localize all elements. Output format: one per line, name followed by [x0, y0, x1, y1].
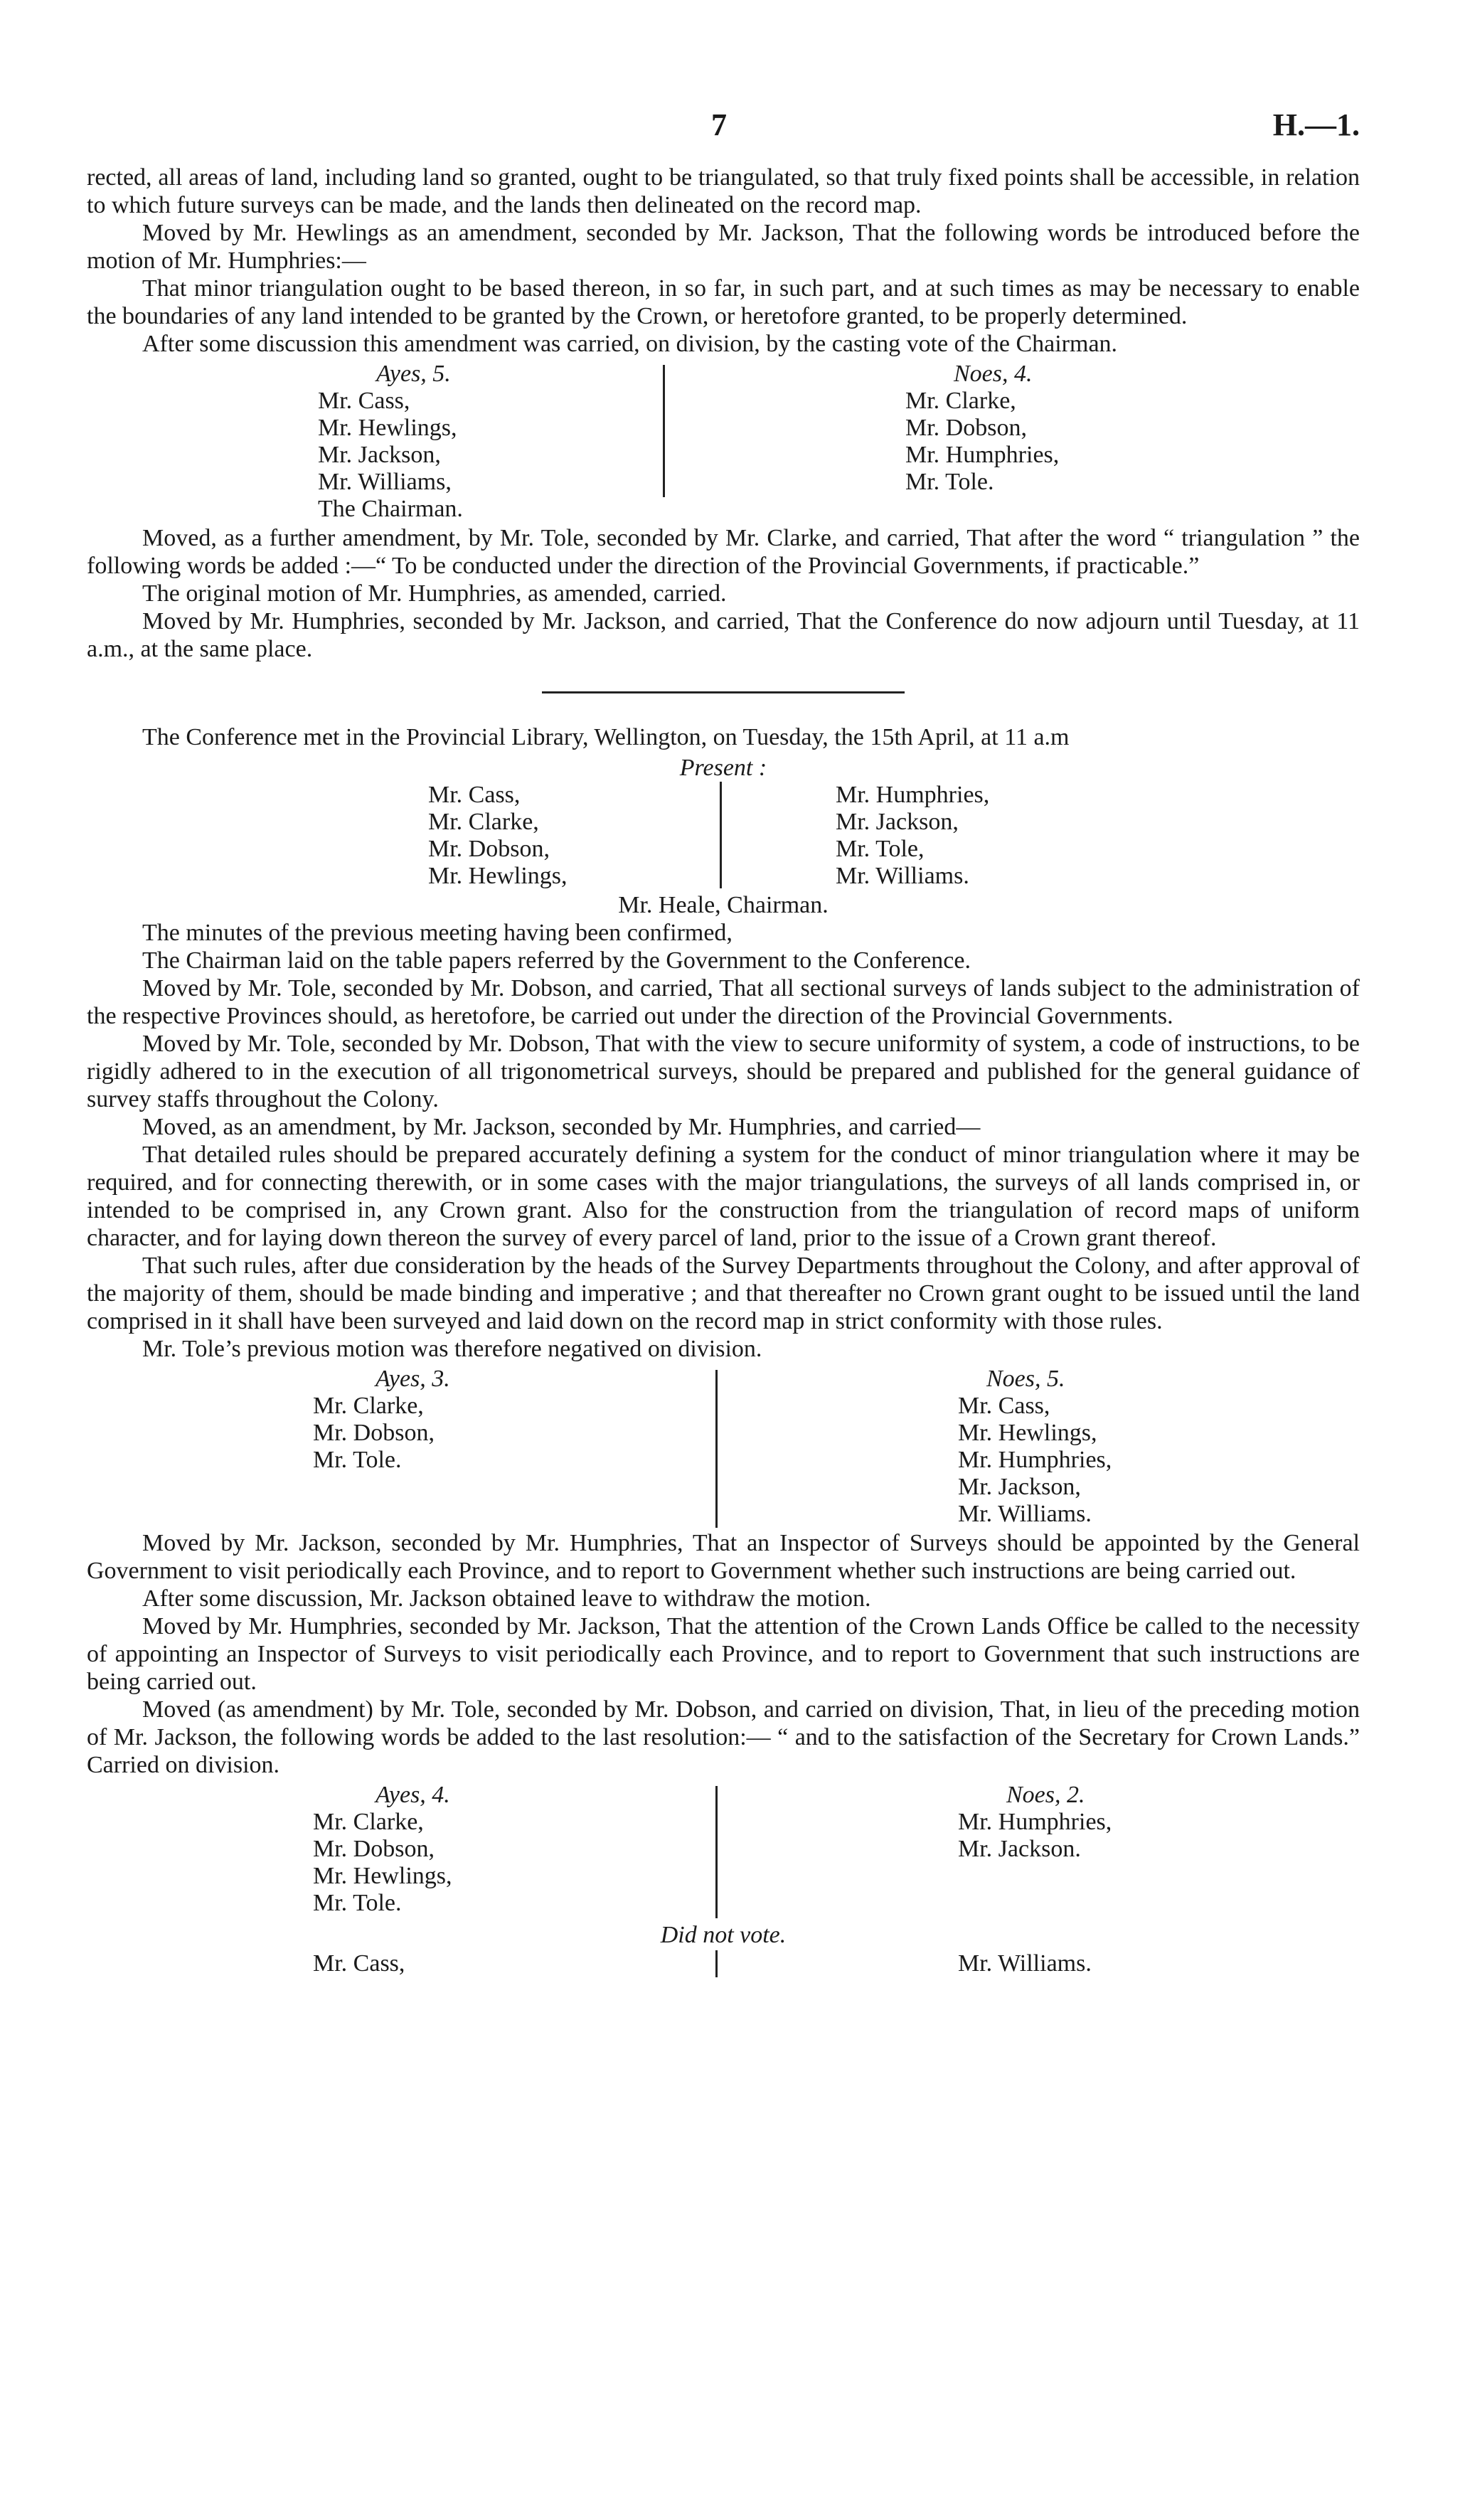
ayes-heading: Ayes, 4.: [376, 1782, 450, 1808]
paragraph: The Chairman laid on the table papers referred by the Government to the Conference.: [142, 947, 971, 974]
noes-heading: Noes, 2.: [1006, 1782, 1085, 1808]
paragraph: rected, all areas of land, including land so granted, ought to be triangulated, so that truly fixed points shall be accessible, in relation to which future surveys can be made, and the lands then delineated on the record map.: [87, 164, 1360, 218]
did-not-vote-heading: Did not vote.: [660, 1922, 787, 1948]
voter: Mr. Cass,: [318, 388, 410, 414]
paragraph: The minutes of the previous meeting having been confirmed,: [142, 920, 733, 946]
present-heading: Present :: [679, 755, 767, 781]
ayes-heading: Ayes, 5.: [376, 361, 451, 387]
voter: Mr. Clarke,: [905, 388, 1016, 414]
voter: Mr. Humphries,: [958, 1809, 1112, 1835]
paragraph: Moved by Mr. Tole, seconded by Mr. Dobson, That with the view to secure uniformity of system, a code of instructions, to be rigidly adhered to in the execution of all trigonometrical surveys, should be prepared and published for the general guidance of survey staffs throughout the Colony.: [87, 1031, 1360, 1112]
noes-heading: Noes, 5.: [986, 1366, 1065, 1392]
column-divider: [715, 1370, 718, 1528]
voter: Mr. Dobson,: [313, 1836, 435, 1862]
paragraph: After some discussion this amendment was carried, on division, by the casting vote of the Chairman.: [142, 331, 1118, 357]
voter: Mr. Williams.: [958, 1501, 1092, 1527]
attendee: Mr. Hewlings,: [428, 863, 568, 889]
paragraph: Moved, as a further amendment, by Mr. Tole, seconded by Mr. Clarke, and carried, That after the word “ triangulation ” the following words be added :—“ To be conducted under the direction of the Provincial Governments, if practicable.”: [87, 525, 1360, 579]
voter: Mr. Jackson.: [958, 1836, 1081, 1862]
voter: Mr. Williams.: [958, 1950, 1092, 1977]
did-not-vote-list: [87, 1950, 1360, 1977]
paragraph: Moved by Mr. Tole, seconded by Mr. Dobson, and carried, That all sectional surveys of lands subject to the administration of the respective Provinces should, as heretofore, be carried out under the direction of the Provincial Governments.: [87, 975, 1360, 1029]
voter: Mr. Hewlings,: [313, 1863, 452, 1889]
voter: Mr. Cass,: [313, 1950, 405, 1977]
paragraph: Moved by Mr. Humphries, seconded by Mr. Jackson, and carried, That the Conference do now adjourn until Tuesday, at 11 a.m., at the same place.: [87, 608, 1360, 662]
attendee: Mr. Cass,: [428, 782, 521, 808]
division-list-3: [87, 1782, 1360, 1918]
ayes-column: [313, 1366, 715, 1528]
noes-column: [905, 361, 1059, 523]
chairman-line: Mr. Heale, Chairman.: [618, 892, 829, 918]
voter: Mr. Hewlings,: [958, 1420, 1097, 1446]
ayes-column: [313, 1782, 715, 1918]
present-list: [87, 782, 1360, 890]
voter: Mr. Jackson,: [958, 1474, 1081, 1500]
attendee: Mr. Clarke,: [428, 809, 539, 835]
column-divider: [715, 1786, 718, 1918]
voter: Mr. Cass,: [958, 1393, 1050, 1419]
paragraph: Moved by Mr. Hewlings as an amendment, seconded by Mr. Jackson, That the following words be introduced before the motion of Mr. Humphries:—: [87, 220, 1360, 274]
attendee: Mr. Dobson,: [428, 836, 550, 862]
did-not-vote-right: [958, 1950, 1092, 1977]
attendee: Mr. Humphries,: [836, 782, 990, 808]
paragraph: Moved by Mr. Humphries, seconded by Mr. Jackson, That the attention of the Crown Lands Office be called to the necessity of appointing an Inspector of Surveys to visit periodically each Province, and to report to Government that such instructions are being carried out.: [87, 1613, 1360, 1695]
meeting-intro: The Conference met in the Provincial Library, Wellington, on Tuesday, the 15th April, at 11 a.m: [142, 724, 1070, 750]
noes-column: [958, 1366, 1112, 1528]
page-number: 7: [711, 107, 727, 142]
voter: Mr. Dobson,: [905, 415, 1027, 441]
voter: Mr. Tole.: [313, 1447, 402, 1473]
attendee: Mr. Jackson,: [836, 809, 959, 835]
voter: Mr. Humphries,: [958, 1447, 1112, 1473]
page-header: [87, 107, 1360, 164]
paragraph: Moved, as an amendment, by Mr. Jackson, seconded by Mr. Humphries, and carried—: [142, 1114, 981, 1140]
paragraph: Moved by Mr. Jackson, seconded by Mr. Humphries, That an Inspector of Surveys should be appointed by the General Government to visit periodically each Province, and to report to Government whether such instructions are being carried out.: [87, 1530, 1360, 1584]
column-divider: [663, 365, 665, 497]
paragraph: Moved (as amendment) by Mr. Tole, seconded by Mr. Dobson, and carried on division, That, in lieu of the preceding motion of Mr. Jackson, the following words be added to the last resolution:— “ and to the satisfaction of the Secretary for Crown Lands.” Carried on division.: [87, 1696, 1360, 1778]
voter: Mr. Tole.: [313, 1890, 402, 1916]
present-left-column: [428, 782, 720, 890]
division-list-2: [87, 1366, 1360, 1528]
document-page: [87, 107, 1360, 1979]
voter: Mr. Hewlings,: [318, 415, 457, 441]
voter: Mr. Jackson,: [318, 442, 441, 468]
voter: Mr. Clarke,: [313, 1393, 424, 1419]
paragraph: After some discussion, Mr. Jackson obtained leave to withdraw the motion.: [142, 1585, 871, 1612]
paragraph: The original motion of Mr. Humphries, as amended, carried.: [142, 580, 727, 607]
column-divider: [720, 782, 722, 888]
voter: Mr. Dobson,: [313, 1420, 435, 1446]
noes-heading: Noes, 4.: [954, 361, 1033, 387]
column-divider: [715, 1950, 718, 1977]
ayes-heading: Ayes, 3.: [376, 1366, 450, 1392]
document-reference: H.—1.: [1272, 107, 1360, 142]
attendee: Mr. Tole,: [836, 836, 925, 862]
voter: The Chairman.: [318, 496, 463, 522]
ayes-column: [318, 361, 663, 523]
paragraph: That such rules, after due consideration by the heads of the Survey Departments throughout the Colony, and after approval of the majority of them, should be made binding and imperative ; and that thereafter no Crown grant ought to be issued until the land comprised in it shall have been surveyed and laid down on the record map in strict conformity with those rules.: [87, 1253, 1360, 1334]
section-divider-rule: [542, 691, 905, 693]
voter: Mr. Humphries,: [905, 442, 1060, 468]
did-not-vote-left: [313, 1950, 715, 1977]
attendee: Mr. Williams.: [836, 863, 969, 889]
paragraph: That detailed rules should be prepared accurately defining a system for the conduct of minor triangulation where it may be required, and for connecting therewith, or in some cases with the major triangulations, the surveys of all lands comprised in, or intended to be comprised in, any Crown grant. Also for the construction from the triangulation of record maps of uniform character, and for laying down thereon the survey of every parcel of land, prior to the issue of a Crown grant thereof.: [87, 1142, 1360, 1251]
voter: Mr. Clarke,: [313, 1809, 424, 1835]
paragraph: That minor triangulation ought to be based thereon, in so far, in such part, and at such times as may be necessary to enable the boundaries of any land intended to be granted by the Crown, or heretofore granted, to be properly determined.: [87, 275, 1360, 329]
paragraph: Mr. Tole’s previous motion was therefore negatived on division.: [142, 1336, 762, 1362]
voter: Mr. Williams,: [318, 469, 452, 495]
voter: Mr. Tole.: [905, 469, 994, 495]
division-list-1: [87, 361, 1360, 523]
noes-column: [958, 1782, 1112, 1918]
present-right-column: [836, 782, 989, 890]
